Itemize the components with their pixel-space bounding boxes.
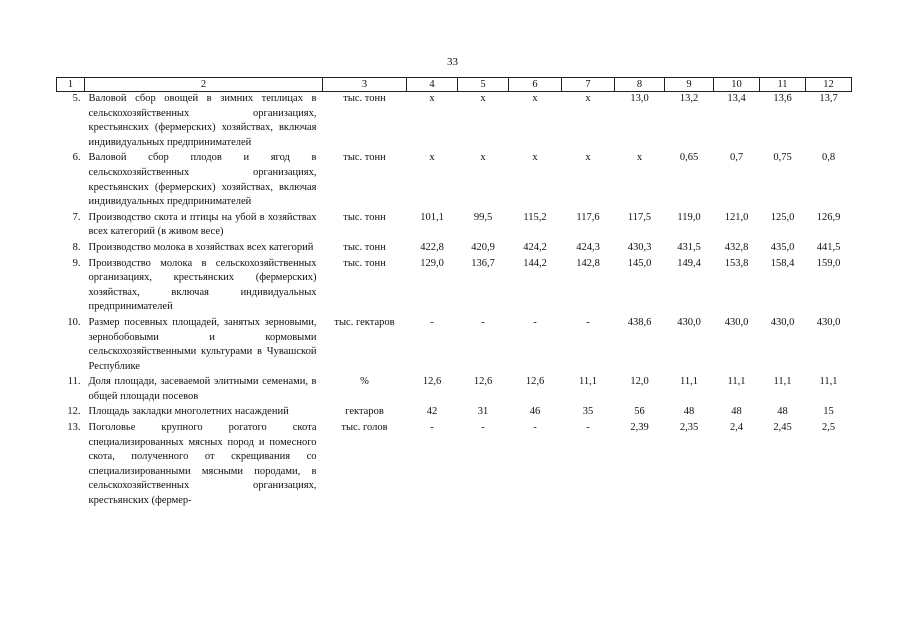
- unit-of-measure: тыс. тонн: [343, 257, 386, 269]
- year-value: x: [429, 93, 435, 104]
- year-value: -: [586, 316, 590, 328]
- year-value: 136,7: [471, 257, 495, 269]
- year-value: 438,6: [627, 316, 652, 328]
- unit-of-measure: тыс. гектаров: [334, 316, 395, 328]
- year-value: 11,1: [819, 376, 838, 388]
- year-value: 35: [582, 406, 594, 418]
- column-header: 1: [57, 78, 85, 92]
- indicator-name: Размер посевных площадей, занятых зерновыми, зернобобовыми и кормовыми сельскохозяйственными культурами в Чувашской Республике: [88, 316, 317, 372]
- indicator-name: Валовой сбор овощей в зимних теплицах в сельскохозяйственных организациях, крестьянских (фермерских) хозяйствах, включая индивидуальных предпринимателей: [88, 93, 317, 148]
- column-header: 5: [458, 78, 509, 92]
- column-header: 8: [615, 78, 665, 92]
- column-header: 9: [665, 78, 714, 92]
- table-row: [57, 92, 852, 152]
- year-value: x: [636, 152, 643, 164]
- year-value: 12,6: [422, 376, 442, 388]
- row-number: 5.: [72, 93, 81, 104]
- column-header: 12: [806, 78, 852, 92]
- year-value: 99,5: [473, 211, 493, 223]
- table-row: [57, 211, 852, 241]
- row-number: 13.: [67, 422, 81, 434]
- year-value: 159,0: [816, 257, 841, 269]
- table-row: [57, 241, 852, 257]
- year-value: 430,3: [627, 241, 652, 253]
- row-number: 7.: [72, 211, 81, 223]
- row-number: 10.: [67, 316, 81, 328]
- unit-of-measure: тыс. тонн: [343, 241, 386, 253]
- unit-of-measure: гектаров: [345, 406, 384, 418]
- year-value: 125,0: [770, 211, 795, 223]
- year-value: 0,8: [821, 152, 836, 164]
- year-value: 422,8: [420, 241, 444, 253]
- year-value: 2,5: [821, 422, 836, 434]
- year-value: 441,5: [816, 241, 841, 253]
- year-value: 42: [426, 406, 438, 418]
- year-value: x: [429, 152, 435, 164]
- year-value: x: [585, 93, 591, 104]
- year-value: 435,0: [770, 241, 795, 253]
- indicator-name: Площадь закладки многолетних насаждений: [88, 406, 289, 418]
- row-number: 9.: [72, 257, 81, 269]
- year-value: 153,8: [724, 257, 749, 269]
- year-value: -: [430, 316, 434, 328]
- year-value: 2,35: [679, 422, 699, 434]
- year-value: 0,75: [773, 152, 792, 164]
- column-header: 4: [407, 78, 458, 92]
- row-number: 8.: [72, 241, 81, 253]
- year-value: 119,0: [677, 211, 701, 223]
- year-value: x: [532, 152, 538, 164]
- year-value: 12,6: [473, 376, 493, 388]
- page-number: 33: [447, 56, 458, 68]
- column-header: 3: [323, 78, 407, 92]
- row-number: 12.: [67, 406, 81, 418]
- year-value: 115,2: [523, 211, 547, 223]
- year-value: 117,5: [627, 211, 652, 223]
- year-value: 158,4: [770, 257, 795, 269]
- year-value: x: [532, 93, 538, 104]
- row-number: 11.: [67, 376, 81, 388]
- unit-of-measure: тыс. голов: [341, 422, 388, 434]
- year-value: 2,45: [773, 422, 792, 434]
- year-value: 430,0: [724, 316, 749, 328]
- year-value: 430,0: [770, 316, 795, 328]
- year-value: 0,65: [679, 152, 699, 164]
- indicator-name: Доля площади, засеваемой элитными семенами, в общей площади посевов: [88, 376, 317, 402]
- unit-of-measure: %: [360, 376, 369, 388]
- indicator-name: Производство молока в хозяйствах всех категорий: [88, 241, 314, 253]
- year-value: 13,4: [727, 93, 746, 104]
- year-value: 13,7: [819, 93, 838, 104]
- year-value: 56: [634, 406, 645, 418]
- year-value: 11,1: [579, 376, 597, 388]
- column-header: 10: [714, 78, 760, 92]
- year-value: 11,1: [680, 376, 698, 388]
- year-value: 15: [823, 406, 834, 418]
- year-value: 144,2: [523, 257, 547, 269]
- year-value: -: [481, 422, 485, 434]
- year-value: 11,1: [727, 376, 746, 388]
- indicator-name: Производство молока в сельскохозяйственных организациях, крестьянских (фермерских) хозяйствах, включая индивидуальных предпринимателей: [88, 257, 317, 313]
- year-value: 420,9: [471, 241, 495, 253]
- table-row: [57, 405, 852, 421]
- year-value: 48: [731, 406, 742, 418]
- column-header: 6: [509, 78, 562, 92]
- year-value: 129,0: [420, 257, 444, 269]
- year-value: 126,9: [816, 211, 841, 223]
- year-value: 2,4: [729, 422, 744, 434]
- year-value: x: [480, 152, 486, 164]
- year-value: -: [586, 422, 590, 434]
- year-value: 431,5: [677, 241, 701, 253]
- column-header: 7: [562, 78, 615, 92]
- year-value: 48: [777, 406, 788, 418]
- unit-of-measure: тыс. тонн: [343, 152, 386, 164]
- year-value: 430,0: [677, 316, 701, 328]
- year-value: 13,0: [630, 93, 649, 104]
- year-value: 430,0: [816, 316, 841, 328]
- year-value: -: [430, 422, 434, 434]
- year-value: 13,6: [773, 93, 792, 104]
- row-number: 6.: [72, 152, 81, 164]
- year-value: 11,1: [773, 376, 792, 388]
- unit-of-measure: тыс. тонн: [343, 211, 386, 223]
- table-row: [57, 375, 852, 405]
- year-value: -: [533, 422, 537, 434]
- unit-of-measure: тыс. тонн: [343, 93, 386, 104]
- indicator-name: Валовой сбор плодов и ягод в сельскохозяйственных организациях, крестьянских (фермерских) хозяйствах, включая индивидуальных предпринимателей: [88, 152, 317, 208]
- table-header-row: [57, 78, 852, 92]
- year-value: 149,4: [677, 257, 701, 269]
- year-value: 12,0: [630, 376, 649, 388]
- year-value: x: [585, 152, 591, 164]
- year-value: 48: [683, 406, 695, 418]
- column-header: 2: [85, 78, 323, 92]
- year-value: 424,3: [576, 241, 600, 253]
- year-value: 117,6: [576, 211, 600, 223]
- indicator-name: Производство скота и птицы на убой в хозяйствах всех категорий (в живом весе): [88, 211, 317, 238]
- year-value: 142,8: [576, 257, 600, 269]
- table-row: [57, 257, 852, 316]
- year-value: 12,6: [525, 376, 545, 388]
- indicator-name: Поголовье крупного рогатого скота специализированных мясных пород и помесного скота, полученного от скрещивания со специализированными мясными породами, в сельскохозяйственных организациях, крестьянских (фермер-: [88, 422, 317, 507]
- table-row: [57, 151, 852, 210]
- year-value: 101,1: [420, 211, 444, 223]
- table-row: [57, 316, 852, 375]
- year-value: 121,0: [724, 211, 749, 223]
- year-value: x: [480, 93, 486, 104]
- year-value: -: [533, 316, 537, 328]
- year-value: 46: [529, 406, 541, 418]
- year-value: 145,0: [627, 257, 652, 269]
- year-value: 432,8: [724, 241, 749, 253]
- year-value: 0,7: [729, 152, 744, 164]
- year-value: 2,39: [630, 422, 649, 434]
- year-value: 31: [477, 406, 489, 418]
- year-value: 424,2: [523, 241, 547, 253]
- year-value: -: [481, 316, 485, 328]
- column-header: 11: [760, 78, 806, 92]
- table-row: [57, 421, 852, 510]
- indicators-table: [56, 77, 852, 510]
- year-value: 13,2: [679, 93, 699, 104]
